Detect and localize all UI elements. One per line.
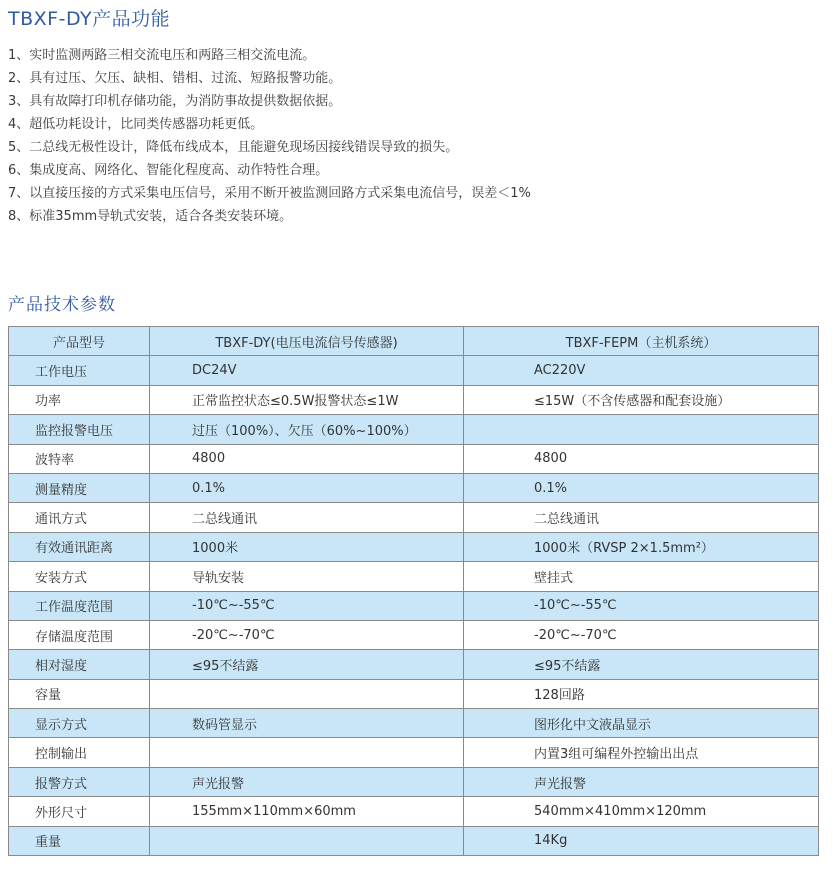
sensor-value-cell: 155mm×110mm×60mm: [150, 797, 464, 826]
feature-item: 8、标准35mm导轨式安装，适合各类安装环境。: [8, 209, 293, 224]
host-value-cell: 128回路: [464, 679, 819, 708]
sensor-value-cell: [150, 738, 464, 767]
table-header-row: [9, 327, 819, 356]
sensor-value-cell: -10℃~-55℃: [150, 591, 464, 620]
param-name-cell: 存储温度范围: [9, 620, 150, 649]
host-value-cell: ≤15W（不含传感器和配套设施）: [464, 385, 819, 414]
page-title: TBXF-DY产品功能: [8, 8, 171, 30]
sensor-value-cell: 二总线通讯: [150, 503, 464, 532]
param-name-cell: 相对湿度: [9, 650, 150, 679]
param-name-cell: 报警方式: [9, 767, 150, 796]
spec-table-body: [9, 356, 819, 856]
param-name-cell: 外形尺寸: [9, 797, 150, 826]
sensor-value-cell: 0.1%: [150, 473, 464, 502]
table-row: [9, 650, 819, 679]
feature-item: 7、以直接压接的方式采集电压信号，采用不断开被监测回路方式采集电流信号，误差＜1%: [8, 186, 531, 201]
table-row: [9, 767, 819, 796]
sensor-value-cell: 1000米: [150, 532, 464, 561]
table-row: [9, 444, 819, 473]
param-name-cell: 通讯方式: [9, 503, 150, 532]
sensor-value-cell: DC24V: [150, 356, 464, 385]
table-row: [9, 562, 819, 591]
host-value-cell: 内置3组可编程外控输出出点: [464, 738, 819, 767]
host-value-cell: 14Kg: [464, 826, 819, 855]
spec-table: [8, 326, 819, 856]
table-row: [9, 826, 819, 855]
host-value-cell: 540mm×410mm×120mm: [464, 797, 819, 826]
param-name-cell: 有效通讯距离: [9, 532, 150, 561]
feature-item: 3、具有故障打印机存储功能，为消防事故提供数据依据。: [8, 94, 342, 109]
host-value-cell: 0.1%: [464, 473, 819, 502]
feature-item: 1、实时监测两路三相交流电压和两路三相交流电流。: [8, 48, 316, 63]
sensor-value-cell: [150, 679, 464, 708]
feature-list: [8, 44, 531, 228]
table-row: [9, 620, 819, 649]
host-value-cell: AC220V: [464, 356, 819, 385]
host-value-cell: [464, 415, 819, 444]
table-row: [9, 356, 819, 385]
host-value-cell: -20℃~-70℃: [464, 620, 819, 649]
sensor-value-cell: 正常监控状态≤0.5W报警状态≤1W: [150, 385, 464, 414]
header-cell-host: TBXF-FEPM（主机系统）: [464, 327, 819, 356]
table-row: [9, 503, 819, 532]
host-value-cell: 图形化中文液晶显示: [464, 709, 819, 738]
param-name-cell: 控制输出: [9, 738, 150, 767]
sensor-value-cell: 数码管显示: [150, 709, 464, 738]
host-value-cell: ≤95不结露: [464, 650, 819, 679]
header-cell-sensor: TBXF-DY(电压电流信号传感器): [150, 327, 464, 356]
feature-item: 2、具有过压、欠压、缺相、错相、过流、短路报警功能。: [8, 71, 342, 86]
header-cell-param: 产品型号: [9, 327, 150, 356]
feature-item: 6、集成度高、网络化、智能化程度高、动作特性合理。: [8, 163, 329, 178]
sensor-value-cell: [150, 826, 464, 855]
param-name-cell: 工作温度范围: [9, 591, 150, 620]
table-row: [9, 797, 819, 826]
feature-item: 4、超低功耗设计，比同类传感器功耗更低。: [8, 117, 264, 132]
sensor-value-cell: -20℃~-70℃: [150, 620, 464, 649]
table-row: [9, 738, 819, 767]
param-name-cell: 波特率: [9, 444, 150, 473]
param-name-cell: 安装方式: [9, 562, 150, 591]
table-row: [9, 385, 819, 414]
sensor-value-cell: ≤95不结露: [150, 650, 464, 679]
param-name-cell: 容量: [9, 679, 150, 708]
host-value-cell: -10℃~-55℃: [464, 591, 819, 620]
sensor-value-cell: 4800: [150, 444, 464, 473]
sensor-value-cell: 过压（100%）、欠压（60%~100%）: [150, 415, 464, 444]
host-value-cell: 壁挂式: [464, 562, 819, 591]
sensor-value-cell: 声光报警: [150, 767, 464, 796]
param-name-cell: 重量: [9, 826, 150, 855]
host-value-cell: 4800: [464, 444, 819, 473]
param-name-cell: 显示方式: [9, 709, 150, 738]
host-value-cell: 1000米（RVSP 2×1.5mm²）: [464, 532, 819, 561]
table-row: [9, 591, 819, 620]
host-value-cell: 声光报警: [464, 767, 819, 796]
table-row: [9, 679, 819, 708]
spec-section-title: 产品技术参数: [8, 295, 116, 315]
host-value-cell: 二总线通讯: [464, 503, 819, 532]
table-row: [9, 415, 819, 444]
sensor-value-cell: 导轨安装: [150, 562, 464, 591]
table-row: [9, 532, 819, 561]
param-name-cell: 工作电压: [9, 356, 150, 385]
feature-item: 5、二总线无极性设计，降低布线成本，且能避免现场因接线错误导致的损失。: [8, 140, 459, 155]
param-name-cell: 测量精度: [9, 473, 150, 502]
param-name-cell: 功率: [9, 385, 150, 414]
table-row: [9, 473, 819, 502]
param-name-cell: 监控报警电压: [9, 415, 150, 444]
table-row: [9, 709, 819, 738]
